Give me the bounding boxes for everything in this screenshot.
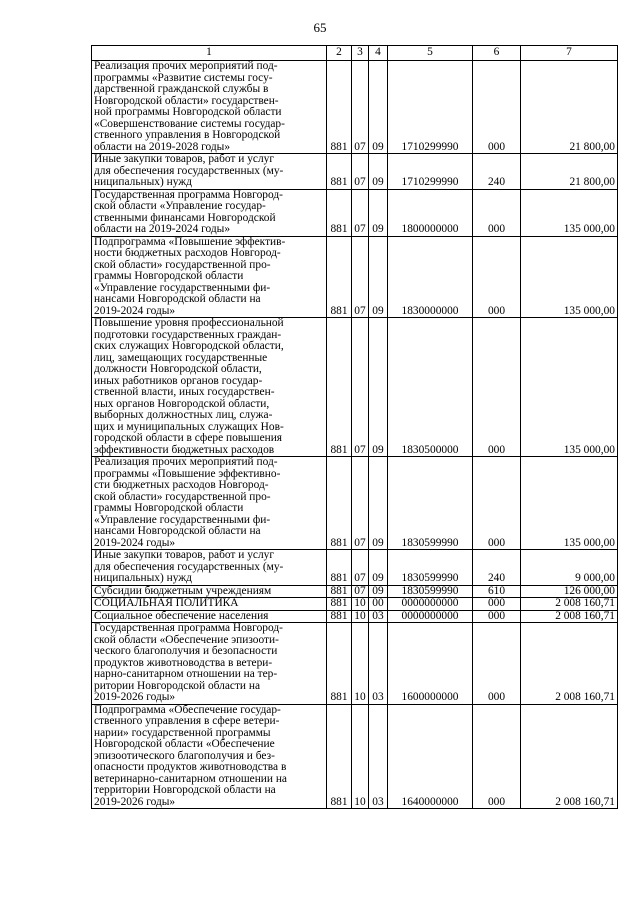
row-name-cell xyxy=(92,318,327,457)
row-name-line: щих и муниципальных служащих Нов- xyxy=(94,420,284,433)
subsection-code-cell: 09 xyxy=(369,189,388,236)
row-name-line: «Управление государственными фи- xyxy=(94,281,271,294)
amount-cell: 135 000,00 xyxy=(521,318,618,457)
amount-cell: 126 000,00 xyxy=(521,585,618,598)
table-row xyxy=(92,623,618,705)
row-name-line: Подпрограмма «Повышение эффектив- xyxy=(94,235,286,248)
row-name-line: граммы Новгородской области xyxy=(94,502,244,514)
subsection-code-cell: 09 xyxy=(369,585,388,598)
amount-cell: 2 008 160,71 xyxy=(521,610,618,623)
header-row xyxy=(92,46,618,61)
row-name-line: Новгородской области» государствен- xyxy=(94,94,279,107)
row-name-line: СОЦИАЛЬНАЯ ПОЛИТИКА xyxy=(94,597,239,609)
column-header: 3 xyxy=(352,46,369,61)
expense-type-cell: 000 xyxy=(473,61,521,154)
expense-type-cell: 240 xyxy=(473,154,521,190)
table-row xyxy=(92,585,618,598)
ministry-code-cell: 881 xyxy=(327,457,352,550)
section-code-cell: 07 xyxy=(352,154,369,190)
row-name-line: ственными финансами Новгородской xyxy=(94,211,276,224)
ministry-code-cell: 881 xyxy=(327,550,352,586)
column-header: 2 xyxy=(327,46,352,61)
section-code-cell: 10 xyxy=(352,704,369,809)
row-name-line: эпизоотического благополучия и без- xyxy=(94,749,275,762)
row-name-cell xyxy=(92,550,327,586)
row-name-cell xyxy=(92,704,327,809)
row-name-cell xyxy=(92,623,327,705)
row-name-line: ственного управления в сфере ветери- xyxy=(94,715,280,727)
subsection-code-cell: 00 xyxy=(369,598,388,611)
expense-type-cell: 000 xyxy=(473,318,521,457)
row-name-line: Подпрограмма «Обеспечение государ- xyxy=(94,703,281,716)
ministry-code-cell: 881 xyxy=(327,610,352,623)
table-row xyxy=(92,457,618,550)
subsection-code-cell: 09 xyxy=(369,61,388,154)
expense-type-cell: 000 xyxy=(473,598,521,611)
row-name-line: 2019-2024 годы» xyxy=(94,536,176,549)
table-row xyxy=(92,61,618,154)
row-name-line: Повышение уровня профессиональной xyxy=(94,317,284,329)
ministry-code-cell: 881 xyxy=(327,318,352,457)
expense-type-cell: 000 xyxy=(473,623,521,705)
ministry-code-cell: 881 xyxy=(327,704,352,809)
row-name-line: ской области «Обеспечение эпизооти- xyxy=(94,633,279,646)
row-name-line: области на 2019-2024 годы» xyxy=(94,223,231,235)
table-row xyxy=(92,598,618,611)
target-article-cell: 0000000000 xyxy=(388,598,473,611)
row-name-line: программы «Развитие системы госу- xyxy=(94,71,273,84)
row-name-cell xyxy=(92,457,327,550)
target-article-cell: 1830599990 xyxy=(388,550,473,586)
row-name-line: лиц, замещающих государственные xyxy=(94,351,268,364)
section-code-cell: 07 xyxy=(352,189,369,236)
expense-type-cell: 000 xyxy=(473,610,521,623)
row-name-line: Социальное обеспечение населения xyxy=(94,609,269,622)
row-name-cell xyxy=(92,585,327,598)
row-name-line: сти бюджетных расходов Новгород- xyxy=(94,479,269,491)
row-name-line: Иные закупки товаров, работ и услуг xyxy=(94,153,275,165)
column-header: 4 xyxy=(369,46,388,61)
row-name-line: Новгородской области «Обеспечение xyxy=(94,738,275,750)
row-name-line: ских служащих Новгородской области, xyxy=(94,340,284,352)
row-name-line: эффективности бюджетных расходов xyxy=(94,443,275,456)
amount-cell: 135 000,00 xyxy=(521,457,618,550)
section-code-cell: 07 xyxy=(352,457,369,550)
row-name-line: нарно-санитарном отношении на тер- xyxy=(94,668,278,680)
table-row xyxy=(92,189,618,236)
expense-type-cell: 000 xyxy=(473,189,521,236)
table-body xyxy=(92,61,618,809)
row-name-line: ственного управления в Новгородской xyxy=(94,129,281,141)
subsection-code-cell: 09 xyxy=(369,457,388,550)
row-name-line: области на 2019-2028 годы» xyxy=(94,140,231,153)
row-name-line: нарии» государственной программы xyxy=(94,726,271,739)
column-header: 5 xyxy=(388,46,473,61)
target-article-cell: 1710299990 xyxy=(388,154,473,190)
subsection-code-cell: 03 xyxy=(369,704,388,809)
subsection-code-cell: 09 xyxy=(369,550,388,586)
row-name-line: «Совершенствование системы государ- xyxy=(94,117,285,130)
ministry-code-cell: 881 xyxy=(327,623,352,705)
row-name-line: ской области» государственной про- xyxy=(94,490,271,503)
row-name-line: ственной власти, иных государствен- xyxy=(94,386,275,398)
target-article-cell: 1710299990 xyxy=(388,61,473,154)
row-name-line: территории Новгородской области на xyxy=(94,784,276,796)
row-name-line: ных органов Новгородской области, xyxy=(94,397,270,410)
row-name-line: ности бюджетных расходов Новгород- xyxy=(94,247,281,259)
expense-type-cell: 000 xyxy=(473,236,521,318)
row-name-line: городской области в сфере повышения xyxy=(94,432,283,444)
section-code-cell: 10 xyxy=(352,598,369,611)
ministry-code-cell: 881 xyxy=(327,236,352,318)
table-row xyxy=(92,550,618,586)
budget-table xyxy=(91,45,618,809)
section-code-cell: 07 xyxy=(352,61,369,154)
subsection-code-cell: 03 xyxy=(369,610,388,623)
row-name-line: 2019-2024 годы» xyxy=(94,304,176,317)
row-name-line: ниципальных) нужд xyxy=(94,176,192,188)
row-name-line: продуктов животноводства в ветери- xyxy=(94,656,273,669)
row-name-line: дарственной гражданской службы в xyxy=(94,83,269,95)
target-article-cell: 1830599990 xyxy=(388,457,473,550)
row-name-line: ной программы Новгородской области xyxy=(94,106,282,118)
target-article-cell: 1640000000 xyxy=(388,704,473,809)
section-code-cell: 07 xyxy=(352,585,369,598)
section-code-cell: 07 xyxy=(352,236,369,318)
row-name-cell xyxy=(92,154,327,190)
table-row xyxy=(92,704,618,809)
column-header: 1 xyxy=(92,46,327,61)
row-name-line: опасности продуктов животноводства в xyxy=(94,761,287,773)
expense-type-cell: 240 xyxy=(473,550,521,586)
row-name-line: ческого благополучия и безопасности xyxy=(94,645,278,657)
section-code-cell: 07 xyxy=(352,318,369,457)
row-name-cell xyxy=(92,236,327,318)
target-article-cell: 1830599990 xyxy=(388,585,473,598)
ministry-code-cell: 881 xyxy=(327,61,352,154)
row-name-cell xyxy=(92,598,327,611)
target-article-cell: 1600000000 xyxy=(388,623,473,705)
row-name-line: иных работников органов государ- xyxy=(94,374,263,387)
amount-cell: 2 008 160,71 xyxy=(521,623,618,705)
row-name-line: граммы Новгородской области xyxy=(94,270,244,282)
row-name-cell xyxy=(92,610,327,623)
amount-cell: 2 008 160,71 xyxy=(521,598,618,611)
table-row xyxy=(92,610,618,623)
target-article-cell: 1830000000 xyxy=(388,236,473,318)
row-name-line: для обеспечения государственных (му- xyxy=(94,164,284,177)
subsection-code-cell: 09 xyxy=(369,236,388,318)
row-name-line: «Управление государственными фи- xyxy=(94,513,271,526)
row-name-line: Субсидии бюджетным учреждениям xyxy=(94,584,272,597)
row-name-cell xyxy=(92,189,327,236)
row-name-line: Реализация прочих мероприятий под- xyxy=(94,456,278,468)
row-name-line: Иные закупки товаров, работ и услуг xyxy=(94,549,275,561)
amount-cell: 21 800,00 xyxy=(521,61,618,154)
row-name-line: ской области «Управление государ- xyxy=(94,200,266,212)
ministry-code-cell: 881 xyxy=(327,598,352,611)
amount-cell: 135 000,00 xyxy=(521,236,618,318)
table-row xyxy=(92,154,618,190)
subsection-code-cell: 09 xyxy=(369,318,388,457)
row-name-line: ветеринарно-санитарном отношении на xyxy=(94,772,287,785)
subsection-code-cell: 03 xyxy=(369,623,388,705)
row-name-line: 2019-2026 годы» xyxy=(94,691,176,703)
row-name-line: нансами Новгородской области на xyxy=(94,293,261,305)
expense-type-cell: 610 xyxy=(473,585,521,598)
table-row xyxy=(92,236,618,318)
row-name-line: Государственная программа Новгород- xyxy=(94,622,283,634)
target-article-cell: 0000000000 xyxy=(388,610,473,623)
amount-cell: 2 008 160,71 xyxy=(521,704,618,809)
expense-type-cell: 000 xyxy=(473,704,521,809)
row-name-line: Реализация прочих мероприятий под- xyxy=(94,60,278,72)
amount-cell: 135 000,00 xyxy=(521,189,618,236)
target-article-cell: 1830500000 xyxy=(388,318,473,457)
row-name-line: ниципальных) нужд xyxy=(94,572,192,584)
ministry-code-cell: 881 xyxy=(327,585,352,598)
row-name-line: выборных должностных лиц, служа- xyxy=(94,409,273,421)
row-name-line: должности Новгородской области, xyxy=(94,363,262,375)
ministry-code-cell: 881 xyxy=(327,189,352,236)
expense-type-cell: 000 xyxy=(473,457,521,550)
column-header: 6 xyxy=(473,46,521,61)
section-code-cell: 10 xyxy=(352,610,369,623)
section-code-cell: 07 xyxy=(352,550,369,586)
subsection-code-cell: 09 xyxy=(369,154,388,190)
amount-cell: 9 000,00 xyxy=(521,550,618,586)
row-name-line: 2019-2026 годы» xyxy=(94,795,176,808)
row-name-cell xyxy=(92,61,327,154)
page-number: 65 xyxy=(313,20,327,35)
amount-cell: 21 800,00 xyxy=(521,154,618,190)
row-name-line: ской области» государственной про- xyxy=(94,258,271,271)
target-article-cell: 1800000000 xyxy=(388,189,473,236)
column-header: 7 xyxy=(521,46,618,61)
row-name-line: ритории Новгородской области на xyxy=(94,679,261,692)
row-name-line: подготовки государственных граждан- xyxy=(94,328,282,341)
row-name-line: программы «Повышение эффективно- xyxy=(94,467,281,480)
row-name-line: для обеспечения государственных (му- xyxy=(94,560,284,573)
row-name-line: Государственная программа Новгород- xyxy=(94,188,283,201)
row-name-line: нансами Новгородской области на xyxy=(94,525,261,537)
section-code-cell: 10 xyxy=(352,623,369,705)
table-row xyxy=(92,318,618,457)
ministry-code-cell: 881 xyxy=(327,154,352,190)
